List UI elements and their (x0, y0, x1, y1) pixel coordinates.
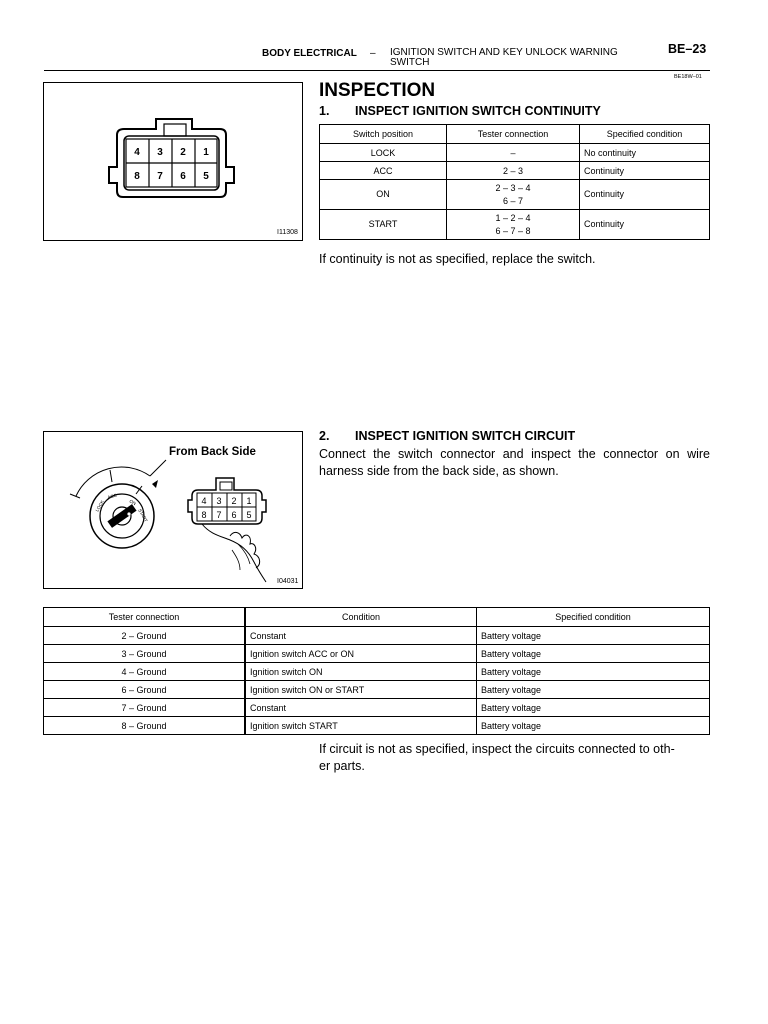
pin-label: 6 (231, 510, 237, 520)
header-dash: – (370, 48, 376, 59)
step2-note (319, 741, 710, 775)
pin-label: 7 (157, 171, 163, 182)
page-title-line2: SWITCH (390, 57, 430, 68)
switch-position-cell: START (320, 210, 447, 240)
figure-label: From Back Side (169, 446, 256, 458)
table-row (44, 681, 710, 699)
tester-connection-line: 6 – 7 – 8 (495, 225, 531, 236)
step2-note-line2: er parts. (319, 759, 365, 773)
specified-condition-cell: Battery voltage (477, 699, 710, 717)
specified-condition-cell: Continuity (580, 180, 710, 210)
column-header: Specified condition (580, 125, 710, 144)
pin-label: 4 (201, 496, 207, 506)
pin-label: 1 (203, 147, 209, 158)
tester-connection-line: 2 – 3 – 4 (495, 182, 531, 193)
pin-label: 2 (180, 147, 186, 158)
figure-code: I04031 (277, 578, 299, 585)
section-title: BODY ELECTRICAL (262, 48, 357, 59)
column-header: Specified condition (477, 608, 710, 627)
tester-connection-cell: 2 – 3 (447, 162, 580, 180)
page-title-line1: IGNITION SWITCH AND KEY UNLOCK WARNING (390, 47, 618, 58)
key-position-label: START (137, 508, 149, 523)
key-position-label: ON (128, 498, 137, 507)
key-position-label: LOCK (94, 499, 105, 513)
figure-code: I11308 (277, 229, 298, 236)
switch-position-cell: LOCK (320, 144, 447, 162)
step-title: INSPECT IGNITION SWITCH CIRCUIT (355, 429, 576, 443)
specified-condition-cell: Continuity (580, 162, 710, 180)
pin-label: 3 (216, 496, 222, 506)
pin-label: 8 (134, 171, 140, 182)
tester-connection-cell: 7 – Ground (44, 699, 246, 717)
hand-icon (230, 532, 260, 568)
page-title (390, 48, 640, 68)
pin-label: 3 (157, 147, 163, 158)
switch-position-cell: ON (320, 180, 447, 210)
column-header: Tester connection (44, 608, 246, 627)
step-number: 2. (319, 429, 330, 443)
tester-connection-cell (447, 210, 580, 240)
specified-condition-cell: Continuity (580, 210, 710, 240)
table-row (320, 162, 710, 180)
page-number: BE–23 (668, 42, 707, 56)
specified-condition-cell: Battery voltage (477, 645, 710, 663)
tester-connection-cell: 3 – Ground (44, 645, 246, 663)
condition-cell: Ignition switch ACC or ON (245, 645, 477, 663)
pin-label: 5 (246, 510, 252, 520)
step1-note: If continuity is not as specified, replace the switch. (319, 252, 596, 266)
tester-connection-cell: 4 – Ground (44, 663, 246, 681)
step-title: INSPECT IGNITION SWITCH CONTINUITY (355, 104, 601, 118)
tester-connection-cell (447, 180, 580, 210)
inspection-heading: INSPECTION (319, 80, 436, 101)
key-slot (107, 504, 136, 528)
tester-connection-line: 1 – 2 – 4 (495, 212, 531, 223)
table-row (44, 717, 710, 735)
step2-instructions: Connect the switch connector and inspect the connector on wire harness side from the back side, as shown. (319, 447, 710, 478)
table-row (44, 627, 710, 645)
table-header-row (320, 125, 710, 144)
circuit-table (43, 607, 710, 735)
back-side-figure (43, 431, 303, 589)
condition-cell: Ignition switch START (245, 717, 477, 735)
step2-note-line1: If circuit is not as specified, inspect the circuits connected to oth- (319, 742, 675, 756)
switch-position-cell: ACC (320, 162, 447, 180)
specified-condition-cell: Battery voltage (477, 717, 710, 735)
condition-cell: Ignition switch ON (245, 663, 477, 681)
step2-heading (319, 429, 575, 443)
specified-condition-cell: Battery voltage (477, 681, 710, 699)
table-header-row (44, 608, 710, 627)
ignition-switch-diagram (44, 432, 302, 588)
step1-heading (319, 104, 601, 118)
connector-diagram (44, 83, 302, 240)
connector-figure (43, 82, 303, 241)
tester-connection-line: 6 – 7 (502, 195, 524, 206)
pin-label: 6 (180, 171, 186, 182)
key-position-label: ACC (106, 492, 118, 500)
specified-condition-cell: Battery voltage (477, 663, 710, 681)
specified-condition-cell: No continuity (580, 144, 710, 162)
pin-label: 5 (203, 171, 209, 182)
table-row (44, 699, 710, 717)
column-header: Tester connection (447, 125, 580, 144)
column-header: Condition (245, 608, 477, 627)
specified-condition-cell: Battery voltage (477, 627, 710, 645)
pin-label: 2 (231, 496, 237, 506)
tester-connection-cell: 8 – Ground (44, 717, 246, 735)
header-divider (44, 70, 710, 71)
column-header: Switch position (320, 125, 447, 144)
tester-connection-cell: 6 – Ground (44, 681, 246, 699)
document-code: BE18W–01 (674, 74, 702, 80)
tester-connection-cell: 2 – Ground (44, 627, 246, 645)
table-row (320, 210, 710, 240)
condition-cell: Constant (245, 699, 477, 717)
pin-label: 8 (201, 510, 207, 520)
pin-label: 4 (134, 147, 140, 158)
condition-cell: Constant (245, 627, 477, 645)
table-row (320, 180, 710, 210)
continuity-table (319, 124, 710, 240)
pin-label: 1 (246, 496, 252, 506)
table-row (320, 144, 710, 162)
pin-label: 7 (216, 510, 222, 520)
tester-connection-cell: – (447, 144, 580, 162)
step-number: 1. (319, 104, 330, 118)
table-row (44, 645, 710, 663)
condition-cell: Ignition switch ON or START (245, 681, 477, 699)
table-row (44, 663, 710, 681)
